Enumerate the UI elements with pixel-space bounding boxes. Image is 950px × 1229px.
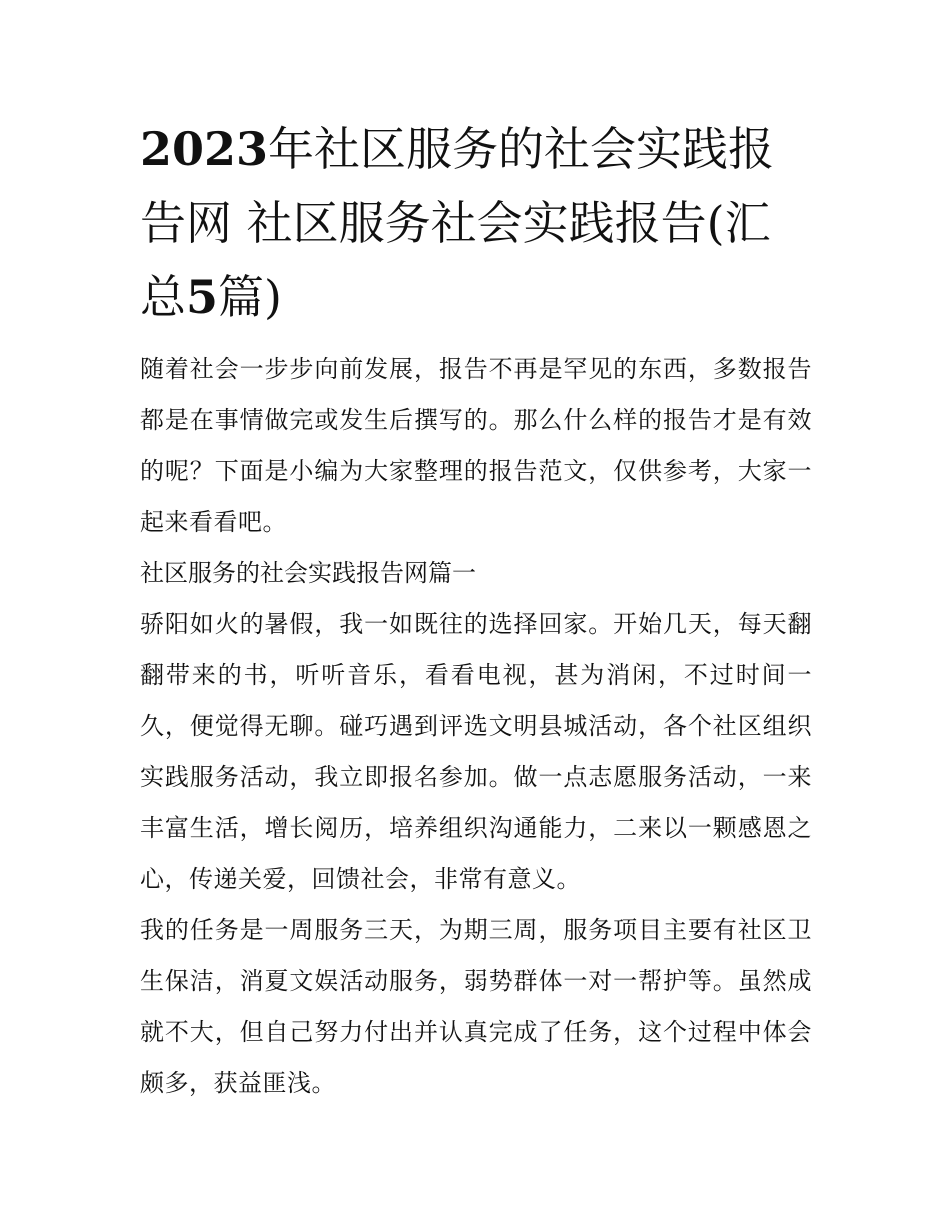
title-year: 2023 (140, 122, 269, 176)
intro-paragraph: 随着社会一步步向前发展，报告不再是罕见的东西，多数报告都是在事情做完或发生后撰写的。那么什么样的报告才是有效的呢？下面是小编为大家整理的报告范文，仅供参考，大家一起来看看吧。 (140, 355, 812, 536)
section-heading: 社区服务的社会实践报告网篇一 (140, 559, 476, 587)
title-suffix: 篇) (218, 270, 282, 324)
title-text: 年社区服务的社会实践报告网 社区服务社会实践报告(汇总 (140, 122, 775, 324)
title-count: 5 (186, 270, 219, 324)
body-paragraph-1: 骄阳如火的暑假，我一如既往的选择回家。开始几天，每天翻翻带来的书，听听音乐，看看电视，甚为消闲，不过时间一久，便觉得无聊。碰巧遇到评选文明县城活动，各个社区组织实践服务活动，我立即报名参加。做一点志愿服务活动，一来丰富生活，增长阅历，培养组织沟通能力，二来以一颗感恩之心，传递关爱，回馈社会，非常有意义。 (140, 610, 812, 893)
document-page (140, 112, 812, 1109)
document-title (140, 112, 812, 334)
body-paragraph-2: 我的任务是一周服务三天，为期三周，服务项目主要有社区卫生保洁，消夏文娱活动服务，弱势群体一对一帮护等。虽然成就不大，但自己努力付出并认真完成了任务，这个过程中体会颇多，获益匪浅。 (140, 916, 812, 1097)
